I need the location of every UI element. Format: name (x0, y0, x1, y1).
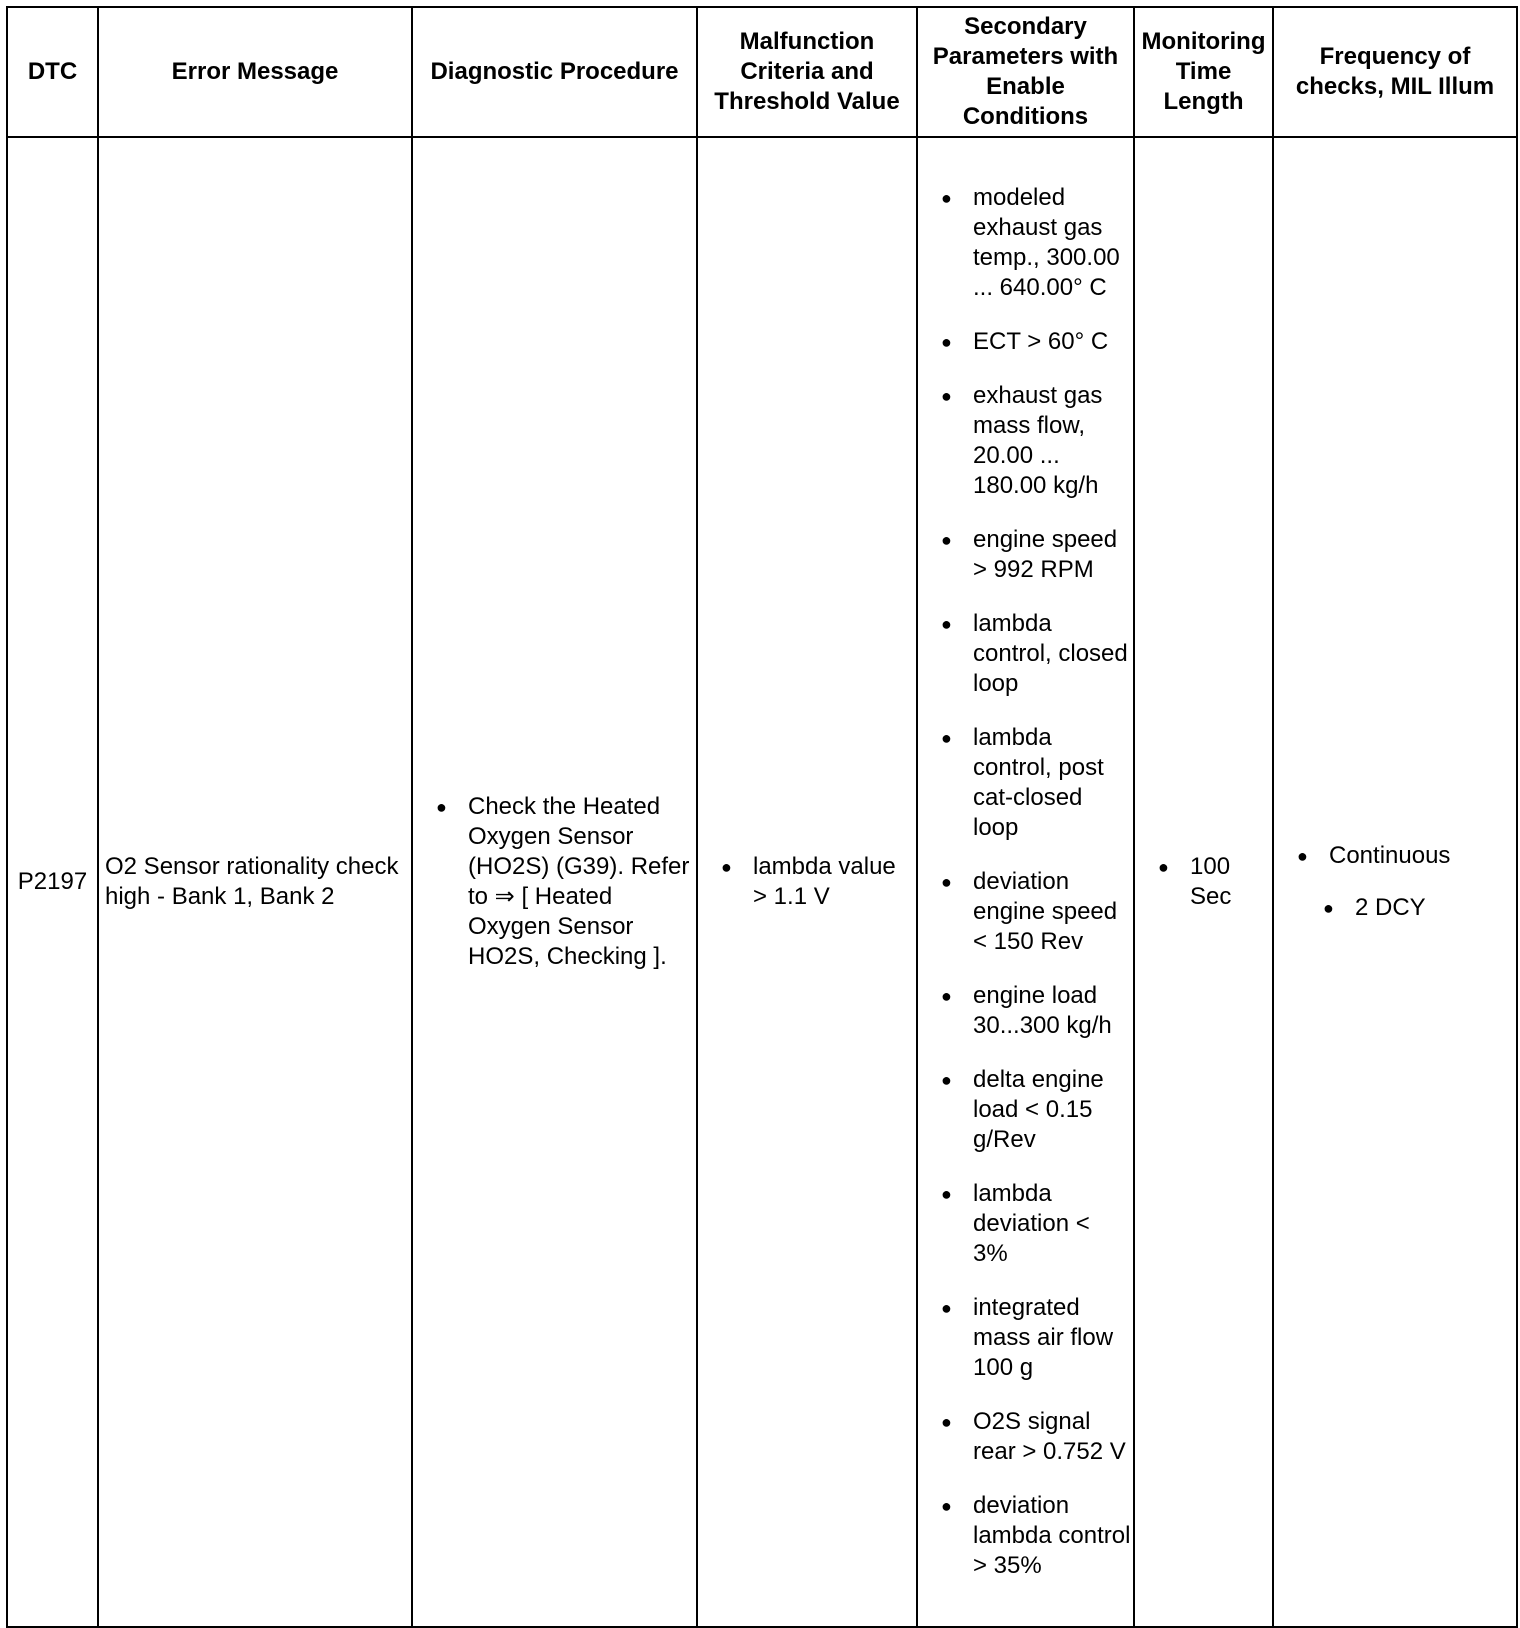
bullet-icon: ● (941, 728, 952, 748)
list-item (941, 1293, 1131, 1383)
parameter-text: engine load 30...300 kg/h (973, 982, 1112, 1039)
parameter-text: deviation lambda control > 35% (973, 1492, 1131, 1579)
header-monitoring-time: Monitoring Time Length (1134, 7, 1273, 137)
bullet-icon: ● (436, 797, 447, 817)
list-item (941, 867, 1131, 957)
list-item (1158, 852, 1272, 912)
malfunction-criteria-cell (697, 137, 917, 1627)
list-item (941, 1179, 1131, 1269)
parameter-text: exhaust gas mass flow, 20.00 ... 180.00 kg/h (973, 382, 1103, 499)
frequency-text: Continuous (1329, 842, 1451, 869)
error-message: O2 Sensor rationality check high - Bank 1, Bank 2 (98, 137, 412, 1627)
bullet-icon: ● (1323, 898, 1334, 918)
parameter-text: ECT > 60° C (973, 328, 1109, 355)
bullet-icon: ● (941, 386, 952, 406)
bullet-icon: ● (941, 1184, 952, 1204)
frequency-text: 2 DCY (1355, 894, 1426, 921)
table-row (7, 137, 1517, 1627)
list-item (941, 1491, 1131, 1581)
list-item (941, 723, 1131, 843)
list-item (941, 1407, 1131, 1467)
monitoring-time-text: 100 Sec (1190, 853, 1232, 910)
bullet-icon: ● (1297, 846, 1308, 866)
header-row (7, 7, 1517, 137)
header-frequency: Frequency of checks, MIL Illum (1273, 7, 1517, 137)
bullet-icon: ● (941, 986, 952, 1006)
parameter-text: lambda control, closed loop (973, 610, 1128, 697)
header-dtc: DTC (7, 7, 98, 137)
frequency-cell (1273, 137, 1517, 1627)
header-secondary-parameters: Secondary Parameters with Enable Conditions (917, 7, 1134, 137)
bullet-icon: ● (1158, 857, 1169, 877)
parameter-text: deviation engine speed < 150 Rev (973, 868, 1118, 955)
secondary-parameters-cell (917, 137, 1134, 1627)
parameter-text: engine speed > 992 RPM (973, 526, 1118, 583)
list-item (941, 525, 1131, 585)
bullet-icon: ● (941, 332, 952, 352)
diagnostic-procedure-cell (412, 137, 697, 1627)
list-item (1297, 841, 1516, 871)
bullet-icon: ● (941, 614, 952, 634)
bullet-icon: ● (721, 857, 732, 877)
list-item (1323, 893, 1516, 923)
list-item (941, 381, 1131, 501)
header-malfunction-criteria: Malfunction Criteria and Threshold Value (697, 7, 917, 137)
list-item (941, 609, 1131, 699)
list-item (941, 327, 1131, 357)
list-item (941, 183, 1131, 303)
bullet-icon: ● (941, 872, 952, 892)
list-item (721, 852, 916, 912)
parameter-text: delta engine load < 0.15 g/Rev (973, 1066, 1104, 1153)
criteria-text: lambda value > 1.1 V (753, 853, 896, 910)
bullet-icon: ● (941, 1412, 952, 1432)
parameter-text: lambda deviation < 3% (973, 1180, 1090, 1267)
parameter-text: integrated mass air flow 100 g (973, 1294, 1114, 1381)
dtc-code: P2197 (7, 137, 98, 1627)
parameter-text: lambda control, post cat-closed loop (973, 724, 1104, 841)
bullet-icon: ● (941, 1070, 952, 1090)
bullet-icon: ● (941, 1298, 952, 1318)
bullet-icon: ● (941, 1496, 952, 1516)
parameter-text: modeled exhaust gas temp., 300.00 ... 640.00° C (973, 184, 1120, 301)
list-item (941, 1065, 1131, 1155)
monitoring-time-cell (1134, 137, 1273, 1627)
header-error-message: Error Message (98, 7, 412, 137)
procedure-link-text[interactable]: Check the Heated Oxygen Sensor (HO2S) (G39). Refer to ⇒ [ Heated Oxygen Sensor HO2S, Checking ]. (468, 793, 690, 970)
dtc-table (6, 6, 1518, 1628)
header-diagnostic-procedure: Diagnostic Procedure (412, 7, 697, 137)
bullet-icon: ● (941, 530, 952, 550)
bullet-icon: ● (941, 188, 952, 208)
list-item (941, 981, 1131, 1041)
parameter-text: O2S signal rear > 0.752 V (973, 1408, 1126, 1465)
list-item (436, 792, 692, 972)
